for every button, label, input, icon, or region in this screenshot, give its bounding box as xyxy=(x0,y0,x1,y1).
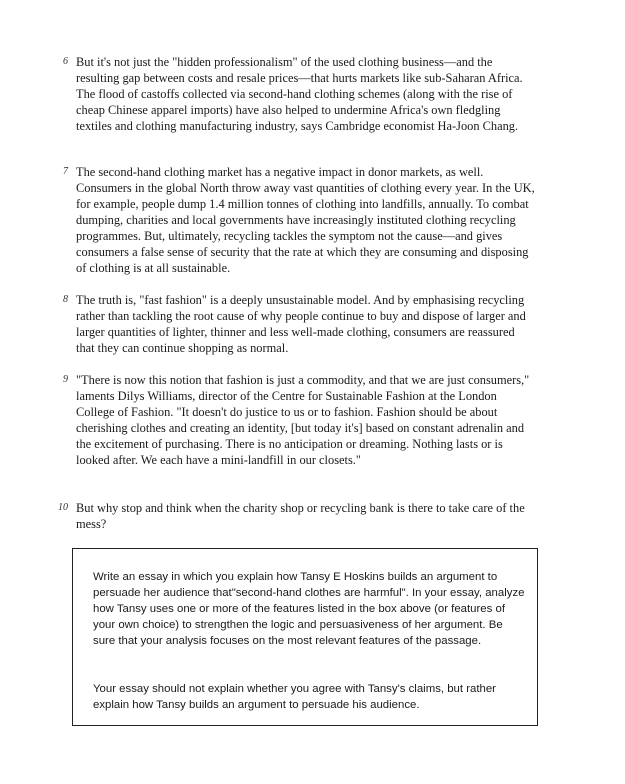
paragraph-7: The second-hand clothing market has a negative impact in donor markets, as well. Consumers in the global North throw away vast quantities of clothing every year. In the UK, for example, people dump 1.4 million tonnes of clothing into landfills, annually. To combat dumping, charities and local governments have increasingly instituted clothing recycling programmes. But, ultimately, recycling tackles the symptom not the cause—and gives consumers a false sense of security that the rate at which they are consuming and disposing of clothing is at all sustainable. xyxy=(76,165,535,275)
prompt-note: Your essay should not explain whether you agree with Tansy's claims, but rather explain how Tansy builds an argument to persuade his audience. xyxy=(93,683,496,711)
paragraph-number-6: 6 xyxy=(63,56,68,67)
paragraph-number-10: 10 xyxy=(58,502,68,513)
prompt-instruction: Write an essay in which you explain how Tansy E Hoskins builds an argument to persuade her audience that"second-hand clothes are harmful". In your essay, analyze how Tansy uses one or more of the features listed in the box above (or features of your own choice) to strengthen the logic and persuasiveness of her argument. Be sure that your analysis focuses on the most relevant features of the passage. xyxy=(93,571,525,647)
paragraph-number-9: 9 xyxy=(63,374,68,385)
paragraph-9: "There is now this notion that fashion is just a commodity, and that we are just consumers," laments Dilys Williams, director of the Centre for Sustainable Fashion at the London College of Fashion. "It doesn't do justice to us or to fashion. Fashion should be about cherishing clothes and creating an identity, [but today it's] based on constant adrenalin and the excitement of purchasing. There is no anticipation or dreaming. Nothing lasts or is looked after. We each have a mini-landfill in our closets." xyxy=(76,373,530,467)
essay-prompt-box xyxy=(72,548,538,726)
paragraph-number-8: 8 xyxy=(63,294,68,305)
paragraph-10: But why stop and think when the charity shop or recycling bank is there to take care of the mess? xyxy=(76,501,525,531)
paragraph-8: The truth is, "fast fashion" is a deeply unsustainable model. And by emphasising recycling rather than tackling the root cause of why people continue to buy and dispose of larger and larger quantities of lighter, thinner and less well-made clothing, consumers are reassured that they can continue shopping as normal. xyxy=(76,293,526,355)
paragraph-number-7: 7 xyxy=(63,166,68,177)
paragraph-6: But it's not just the "hidden professionalism" of the used clothing business—and the resulting gap between costs and resale prices—that hurts markets like sub-Saharan Africa. The flood of castoffs collected via second-hand clothing schemes (along with the rise of cheap Chinese apparel imports) have also helped to undermine Africa's own fledgling textiles and clothing manufacturing industry, says Cambridge economist Ha-Joon Chang. xyxy=(76,55,523,133)
